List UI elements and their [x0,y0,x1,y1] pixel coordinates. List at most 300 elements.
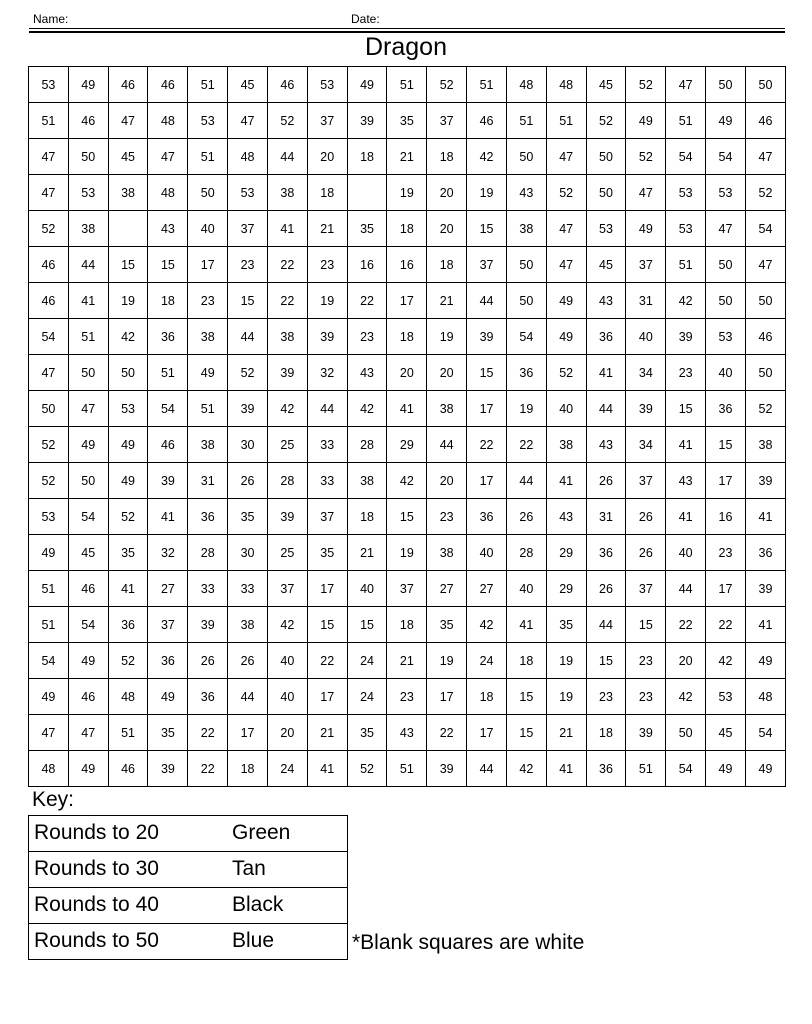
grid-cell: 20 [307,139,347,175]
grid-cell: 35 [347,211,387,247]
grid-cell: 47 [745,247,785,283]
grid-cell: 18 [307,175,347,211]
grid-cell: 41 [666,427,706,463]
grid-cell: 26 [228,643,268,679]
grid-row [29,211,786,247]
grid-cell: 52 [626,67,666,103]
grid-cell: 16 [706,499,746,535]
grid-cell: 22 [427,715,467,751]
grid-cell: 44 [228,679,268,715]
grid-cell: 44 [586,607,626,643]
grid-cell: 22 [267,283,307,319]
grid-cell: 17 [307,571,347,607]
grid-cell: 23 [228,247,268,283]
grid-cell: 48 [29,751,69,787]
grid-cell: 49 [745,751,785,787]
grid-cell: 23 [666,355,706,391]
grid-cell: 27 [148,571,188,607]
grid-cell: 46 [148,427,188,463]
grid-cell: 49 [29,679,69,715]
grid-cell: 24 [347,679,387,715]
grid-cell: 46 [267,67,307,103]
grid-cell: 43 [586,283,626,319]
grid-cell: 52 [745,175,785,211]
grid-row [29,643,786,679]
grid-cell: 39 [188,607,228,643]
grid-cell: 49 [108,427,148,463]
grid-cell: 50 [745,355,785,391]
grid-cell: 18 [347,499,387,535]
grid-row [29,175,786,211]
grid-cell: 37 [267,571,307,607]
blank-squares-note: *Blank squares are white [352,931,585,954]
grid-cell: 54 [745,211,785,247]
key-cell [29,852,348,888]
grid-cell: 40 [706,355,746,391]
grid-cell: 51 [188,391,228,427]
grid-cell: 47 [706,211,746,247]
grid-cell: 47 [228,103,268,139]
grid-cell: 24 [467,643,507,679]
grid-cell: 18 [427,247,467,283]
grid-cell: 33 [307,427,347,463]
grid-cell: 52 [29,463,69,499]
grid-cell: 50 [706,247,746,283]
grid-cell: 52 [546,355,586,391]
grid-cell: 28 [267,463,307,499]
grid-cell: 19 [506,391,546,427]
grid-cell [347,175,387,211]
grid-cell: 23 [307,247,347,283]
grid-cell: 40 [267,643,307,679]
grid-cell: 47 [29,175,69,211]
grid-cell: 22 [506,427,546,463]
key-label: Key: [32,788,75,811]
key-row [29,852,348,888]
grid-cell [108,211,148,247]
grid-cell: 36 [108,607,148,643]
grid-cell: 38 [68,211,108,247]
grid-cell: 45 [228,67,268,103]
grid-cell: 45 [586,247,626,283]
grid-cell: 36 [188,499,228,535]
grid-cell: 37 [626,571,666,607]
grid-cell: 25 [267,427,307,463]
grid-cell: 49 [347,67,387,103]
grid-cell: 31 [188,463,228,499]
grid-cell: 15 [387,499,427,535]
grid-cell: 29 [546,571,586,607]
grid-cell: 52 [745,391,785,427]
grid-cell: 51 [68,319,108,355]
key-rule-text: Rounds to 50 [34,929,159,952]
grid-cell: 53 [108,391,148,427]
grid-cell: 19 [467,175,507,211]
key-rule-text: Rounds to 20 [34,821,159,844]
grid-cell: 47 [29,355,69,391]
grid-cell: 27 [427,571,467,607]
grid-cell: 39 [626,715,666,751]
grid-row [29,283,786,319]
grid-cell: 20 [427,211,467,247]
grid-cell: 41 [666,499,706,535]
grid-cell: 17 [467,391,507,427]
grid-cell: 50 [68,355,108,391]
grid-cell: 53 [188,103,228,139]
grid-cell: 22 [307,643,347,679]
date-label: Date: [351,12,380,26]
grid-cell: 40 [467,535,507,571]
grid-cell: 47 [666,67,706,103]
grid-cell: 41 [546,751,586,787]
grid-cell: 53 [666,175,706,211]
grid-cell: 15 [347,607,387,643]
grid-cell: 45 [586,67,626,103]
grid-cell: 18 [586,715,626,751]
grid-cell: 38 [188,319,228,355]
grid-cell: 53 [307,67,347,103]
grid-cell: 26 [586,571,626,607]
grid-cell: 49 [68,67,108,103]
grid-cell: 23 [188,283,228,319]
grid-row [29,355,786,391]
grid-cell: 40 [546,391,586,427]
grid-cell: 17 [228,715,268,751]
grid-cell: 18 [387,607,427,643]
grid-cell: 43 [387,715,427,751]
grid-cell: 35 [546,607,586,643]
grid-cell: 53 [68,175,108,211]
grid-cell: 15 [506,679,546,715]
grid-cell: 51 [666,247,706,283]
grid-cell: 39 [148,751,188,787]
grid-cell: 41 [68,283,108,319]
grid-cell: 47 [546,211,586,247]
grid-cell: 44 [267,139,307,175]
grid-cell: 15 [706,427,746,463]
grid-cell: 23 [387,679,427,715]
grid-cell: 50 [29,391,69,427]
grid-cell: 41 [745,499,785,535]
header-row [29,10,785,30]
grid-cell: 38 [228,607,268,643]
grid-cell: 49 [626,103,666,139]
grid-cell: 43 [506,175,546,211]
grid-cell: 36 [745,535,785,571]
grid-cell: 50 [506,139,546,175]
grid-cell: 43 [586,427,626,463]
grid-cell: 47 [626,175,666,211]
grid-cell: 23 [626,679,666,715]
grid-cell: 44 [666,571,706,607]
grid-cell: 20 [427,175,467,211]
grid-cell: 53 [228,175,268,211]
grid-cell: 42 [706,643,746,679]
grid-cell: 50 [68,139,108,175]
grid-cell: 40 [626,319,666,355]
grid-cell: 39 [745,571,785,607]
grid-cell: 41 [307,751,347,787]
grid-cell: 54 [666,139,706,175]
grid-cell: 51 [29,571,69,607]
grid-cell: 38 [427,391,467,427]
grid-cell: 41 [387,391,427,427]
grid-cell: 15 [666,391,706,427]
grid-cell: 48 [108,679,148,715]
grid-cell: 17 [307,679,347,715]
grid-cell: 51 [546,103,586,139]
grid-cell: 33 [307,463,347,499]
grid-cell: 49 [706,103,746,139]
grid-cell: 23 [586,679,626,715]
grid-cell: 51 [387,751,427,787]
grid-cell: 18 [387,319,427,355]
grid-cell: 19 [387,175,427,211]
grid-cell: 54 [666,751,706,787]
grid-cell: 48 [228,139,268,175]
grid-cell: 54 [506,319,546,355]
grid-cell: 17 [706,463,746,499]
grid-cell: 49 [68,751,108,787]
grid-row [29,103,786,139]
number-grid [28,66,786,787]
grid-cell: 49 [188,355,228,391]
grid-cell: 26 [626,499,666,535]
grid-cell: 18 [506,643,546,679]
grid-cell: 54 [706,139,746,175]
grid-cell: 35 [427,607,467,643]
grid-cell: 51 [467,67,507,103]
grid-cell: 52 [108,499,148,535]
grid-cell: 23 [626,643,666,679]
grid-cell: 46 [148,67,188,103]
grid-cell: 22 [188,751,228,787]
grid-cell: 41 [267,211,307,247]
grid-cell: 23 [347,319,387,355]
grid-cell: 41 [148,499,188,535]
grid-cell: 51 [148,355,188,391]
grid-cell: 42 [267,607,307,643]
grid-row [29,607,786,643]
grid-cell: 19 [108,283,148,319]
grid-cell: 40 [267,679,307,715]
grid-cell: 42 [467,607,507,643]
grid-cell: 46 [745,103,785,139]
grid-cell: 15 [307,607,347,643]
grid-cell: 38 [108,175,148,211]
grid-cell: 38 [267,175,307,211]
grid-cell: 45 [706,715,746,751]
grid-row [29,139,786,175]
grid-cell: 22 [267,247,307,283]
grid-cell: 28 [188,535,228,571]
grid-cell: 39 [148,463,188,499]
grid-cell: 47 [68,715,108,751]
grid-cell: 20 [666,643,706,679]
grid-cell: 42 [467,139,507,175]
grid-cell: 49 [626,211,666,247]
grid-cell: 51 [29,607,69,643]
grid-cell: 45 [108,139,148,175]
grid-cell: 52 [427,67,467,103]
grid-cell: 41 [546,463,586,499]
grid-cell: 20 [427,355,467,391]
grid-cell: 46 [68,679,108,715]
grid-cell: 39 [626,391,666,427]
grid-cell: 42 [267,391,307,427]
grid-cell: 51 [188,139,228,175]
name-label: Name: [33,12,69,26]
grid-cell: 18 [148,283,188,319]
grid-cell: 15 [228,283,268,319]
grid-cell: 49 [546,319,586,355]
grid-row [29,67,786,103]
key-row [29,816,348,852]
grid-cell: 50 [586,139,626,175]
grid-cell: 36 [188,679,228,715]
grid-cell: 35 [387,103,427,139]
grid-cell: 15 [467,211,507,247]
grid-cell: 49 [108,463,148,499]
grid-cell: 21 [387,643,427,679]
grid-cell: 43 [546,499,586,535]
grid-cell: 17 [188,247,228,283]
key-rule-text: Rounds to 40 [34,893,159,916]
grid-cell: 43 [347,355,387,391]
grid-cell: 32 [148,535,188,571]
grid-cell: 38 [506,211,546,247]
grid-row [29,427,786,463]
grid-cell: 43 [666,463,706,499]
grid-cell: 39 [307,319,347,355]
grid-cell: 38 [267,319,307,355]
grid-cell: 54 [29,319,69,355]
grid-row [29,751,786,787]
grid-cell: 36 [586,319,626,355]
grid-cell: 37 [387,571,427,607]
grid-cell: 21 [307,211,347,247]
grid-cell: 53 [666,211,706,247]
grid-cell: 36 [148,319,188,355]
grid-cell: 43 [148,211,188,247]
grid-cell: 26 [586,463,626,499]
key-cell [29,816,348,852]
grid-cell: 39 [745,463,785,499]
grid-cell: 37 [626,247,666,283]
grid-cell: 30 [228,427,268,463]
grid-cell: 20 [267,715,307,751]
grid-cell: 40 [188,211,228,247]
grid-row [29,535,786,571]
grid-cell: 19 [387,535,427,571]
grid-cell: 17 [706,571,746,607]
grid-cell: 47 [546,139,586,175]
grid-cell: 37 [307,103,347,139]
grid-cell: 46 [108,751,148,787]
page-title: Dragon [365,33,447,61]
grid-cell: 15 [626,607,666,643]
grid-cell: 51 [626,751,666,787]
grid-cell: 33 [228,571,268,607]
grid-cell: 25 [267,535,307,571]
grid-cell: 21 [387,139,427,175]
grid-cell: 50 [706,67,746,103]
grid-cell: 38 [745,427,785,463]
grid-cell: 38 [546,427,586,463]
grid-cell: 42 [387,463,427,499]
grid-cell: 26 [188,643,228,679]
grid-cell: 44 [307,391,347,427]
grid-cell: 51 [188,67,228,103]
grid-cell: 42 [108,319,148,355]
grid-cell: 50 [506,247,546,283]
grid-cell: 47 [148,139,188,175]
key-row [29,924,348,960]
grid-cell: 52 [228,355,268,391]
grid-cell: 54 [29,643,69,679]
grid-row [29,715,786,751]
grid-cell: 42 [506,751,546,787]
key-color-text: Black [232,893,284,916]
grid-cell: 35 [307,535,347,571]
grid-cell: 42 [666,679,706,715]
color-key-table [28,815,348,960]
grid-cell: 36 [148,643,188,679]
grid-cell: 37 [148,607,188,643]
grid-cell: 39 [427,751,467,787]
grid-cell: 39 [666,319,706,355]
grid-cell: 51 [29,103,69,139]
grid-cell: 52 [29,211,69,247]
grid-cell: 36 [467,499,507,535]
key-color-text: Blue [232,929,275,952]
grid-cell: 21 [307,715,347,751]
grid-cell: 37 [307,499,347,535]
grid-cell: 17 [387,283,427,319]
grid-cell: 48 [148,175,188,211]
grid-cell: 36 [506,355,546,391]
grid-cell: 22 [706,607,746,643]
grid-cell: 18 [427,139,467,175]
grid-cell: 32 [307,355,347,391]
grid-cell: 18 [387,211,427,247]
grid-cell: 49 [745,643,785,679]
grid-cell: 46 [29,283,69,319]
grid-cell: 48 [745,679,785,715]
grid-cell: 50 [506,283,546,319]
grid-cell: 50 [745,283,785,319]
grid-cell: 37 [626,463,666,499]
grid-cell: 41 [108,571,148,607]
grid-cell: 23 [427,499,467,535]
grid-cell: 52 [626,139,666,175]
grid-cell: 54 [68,607,108,643]
grid-cell: 53 [706,679,746,715]
grid-cell: 15 [506,715,546,751]
grid-cell: 49 [706,751,746,787]
grid-cell: 44 [467,283,507,319]
grid-cell: 47 [29,139,69,175]
grid-cell: 30 [228,535,268,571]
grid-cell: 19 [307,283,347,319]
grid-cell: 52 [586,103,626,139]
grid-cell: 44 [228,319,268,355]
grid-row [29,247,786,283]
grid-row [29,463,786,499]
grid-cell: 15 [586,643,626,679]
grid-cell: 35 [148,715,188,751]
grid-cell: 44 [467,751,507,787]
